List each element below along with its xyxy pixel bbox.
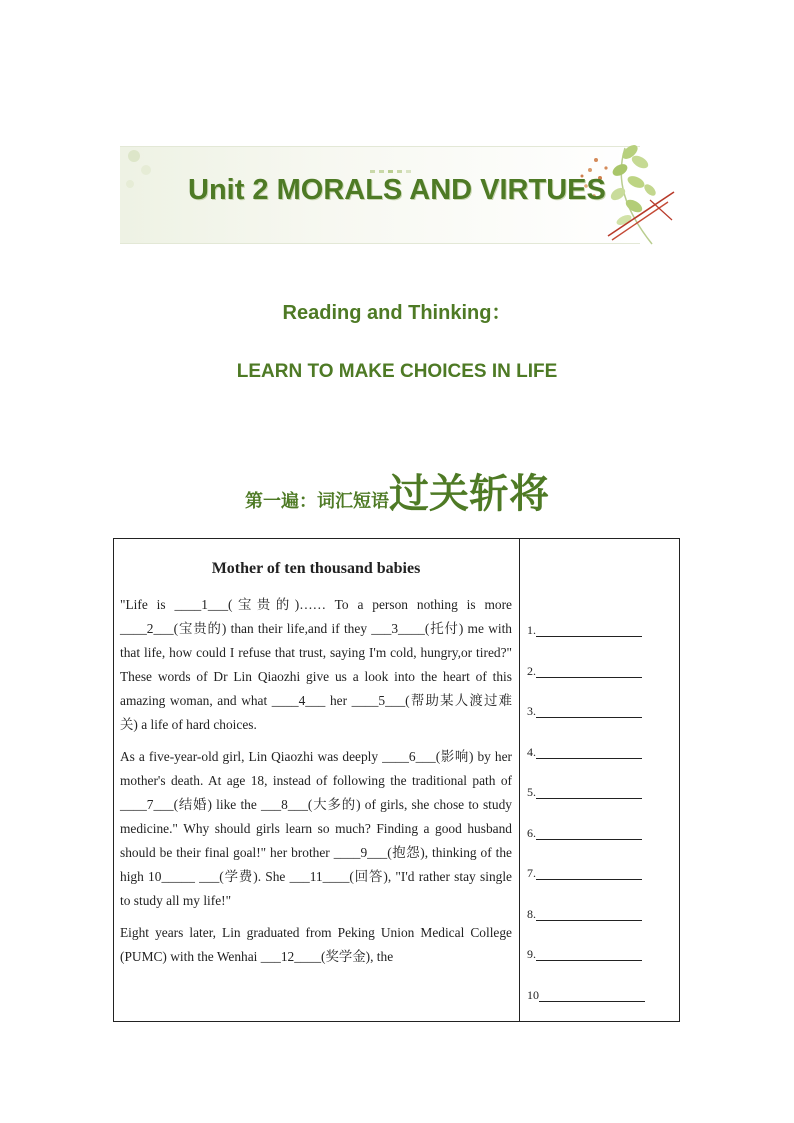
answer-blank[interactable] xyxy=(536,664,642,678)
section-emphasis: 过关斩将 xyxy=(389,471,549,517)
passage-paragraph: Eight years later, Lin graduated from Peking Union Medical College (PUMC) with the Wenhai ___12____(奖学金), the xyxy=(120,925,512,964)
answer-row xyxy=(527,826,677,867)
answer-number: 1. xyxy=(527,623,536,637)
answer-blank[interactable] xyxy=(539,988,645,1002)
passage-title: Mother of ten thousand babies xyxy=(211,560,421,577)
answer-number: 8. xyxy=(527,906,536,921)
answer-number: 2. xyxy=(527,663,536,678)
answer-row xyxy=(527,745,677,786)
answer-row xyxy=(527,704,677,745)
table-divider xyxy=(519,539,520,1021)
answer-number: 4. xyxy=(527,744,536,759)
reading-thinking-heading: Reading and Thinking： xyxy=(282,302,512,324)
passage-paragraph: As a five-year-old girl, Lin Qiaozhi was deeply ____6___(影响) by her mother's death. At age 18, instead of following the traditional path of ____7___(结婚) like the ___8___(大多的) of girls, she chose to study medicine." Why should girls learn so much? Finding a good husband should be their final goal!" her brother ____9___(抱怨), thinking of the high 10_____ ___(学费). She ___11____(回答), "I'd rather stay single to study all my life!" xyxy=(120,749,512,908)
answer-number: 6. xyxy=(527,825,536,840)
answer-blank[interactable] xyxy=(536,826,642,840)
answer-column xyxy=(527,623,677,1028)
answer-blank[interactable] xyxy=(536,704,642,718)
answer-row xyxy=(527,907,677,948)
answer-blank[interactable] xyxy=(536,866,642,880)
unit-banner xyxy=(120,140,676,248)
answer-number: 10 xyxy=(527,987,539,1002)
answer-row xyxy=(527,664,677,705)
answer-number: 5. xyxy=(527,785,536,799)
section-heading xyxy=(0,462,794,519)
lesson-title: LEARN TO MAKE CHOICES IN LIFE xyxy=(236,361,558,382)
passage-cell xyxy=(120,557,512,977)
answer-row xyxy=(527,785,677,826)
answer-row xyxy=(527,623,677,664)
answer-blank[interactable] xyxy=(536,907,642,921)
answer-blank[interactable] xyxy=(536,745,642,759)
answer-blank[interactable] xyxy=(536,785,642,799)
answer-row xyxy=(527,947,677,988)
exercise-table xyxy=(113,538,680,1022)
unit-title: Unit 2 MORALS AND VIRTUES xyxy=(188,174,606,206)
answer-blank[interactable] xyxy=(536,947,642,961)
answer-row xyxy=(527,866,677,907)
passage-paragraph: "Life is ____1___(宝贵的)…… To a person nothing is more ____2___(宝贵的) than their life,and if they ___3____(托付) me with that life, how could I refuse that trust, saying I'm cold, hungry,or tired?" These words of Dr Lin Qiaozhi give us a look into the heart of this amazing woman, and what ____4___ her ____5___(帮助某人渡过难关) a life of hard choices. xyxy=(120,597,512,732)
answer-row xyxy=(527,988,677,1029)
answer-number: 3. xyxy=(527,704,536,718)
answer-number: 7. xyxy=(527,866,536,880)
answer-number: 9. xyxy=(527,947,536,961)
section-prefix: 第一遍：词汇短语 xyxy=(245,491,389,512)
answer-blank[interactable] xyxy=(536,623,642,637)
